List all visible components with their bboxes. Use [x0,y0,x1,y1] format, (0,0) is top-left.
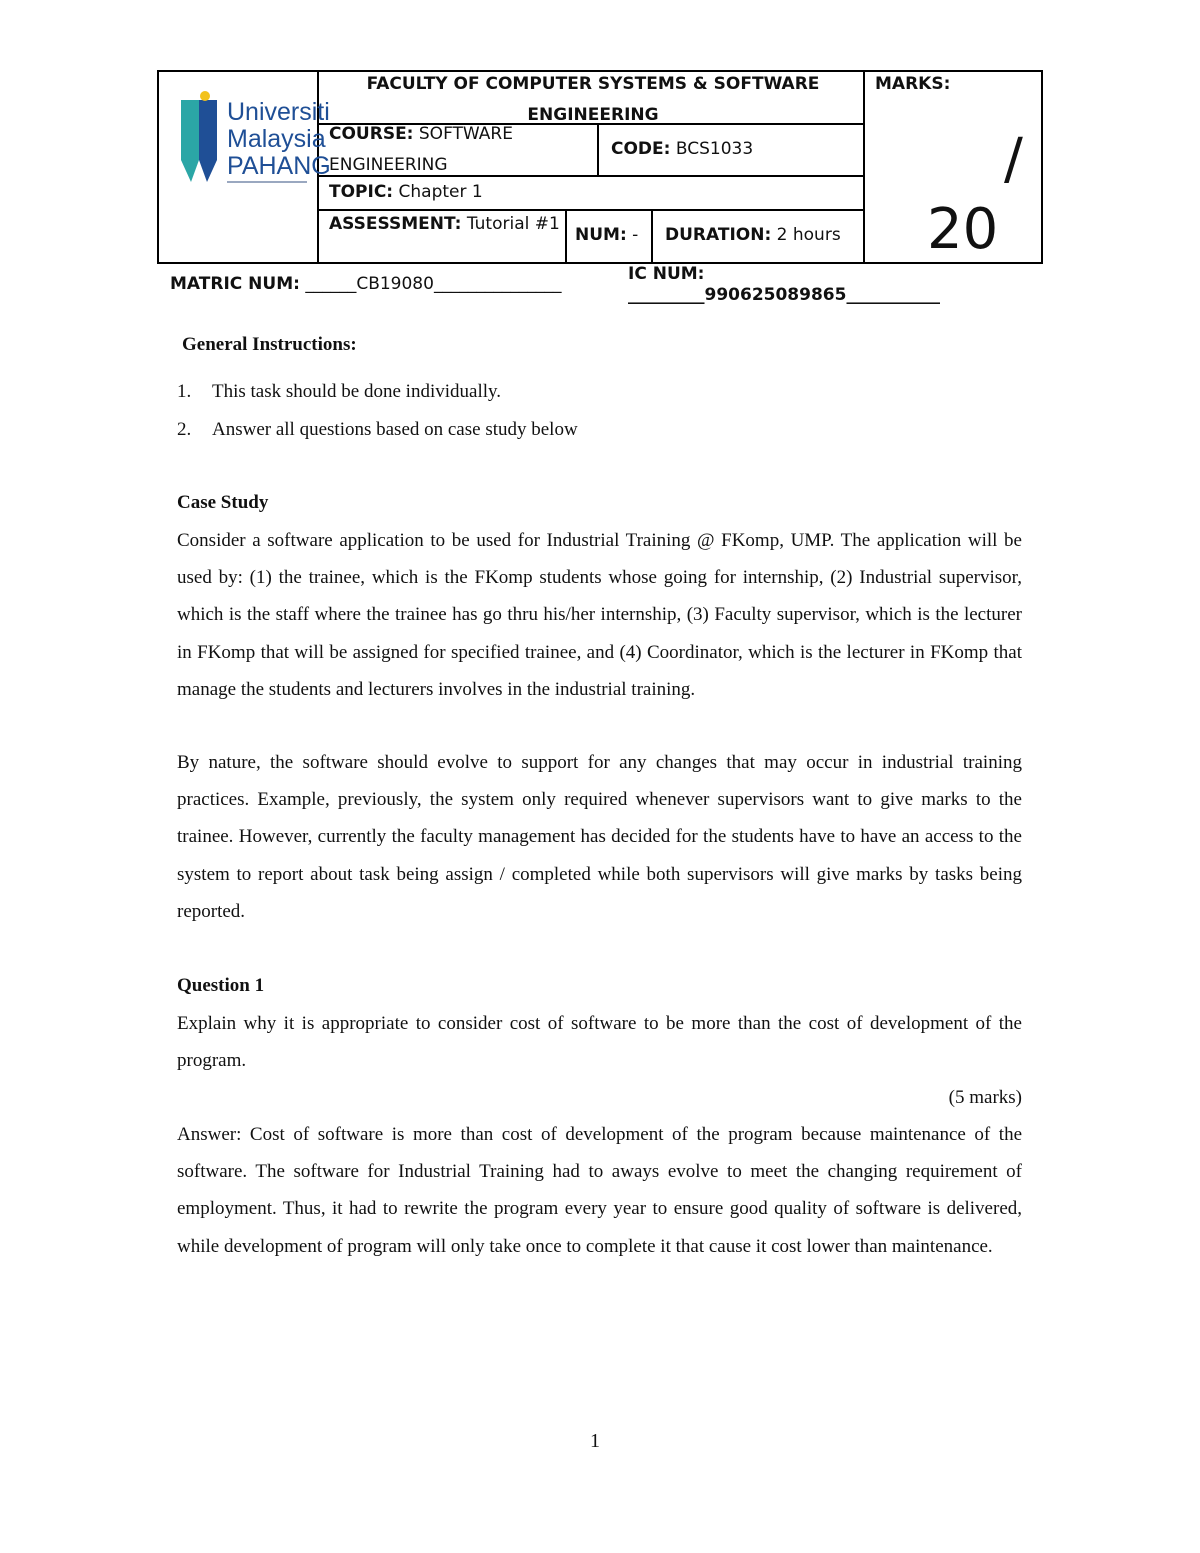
matric-number: MATRIC NUM: ______CB19080_______________ [170,274,562,294]
assessment-value: Tutorial #1 [466,214,560,234]
marks-total: 20 [927,197,999,262]
marks-slash: / [1004,127,1023,192]
logo-line2: Malaysia [227,125,326,153]
num-value: - [632,225,639,245]
faculty-title: FACULTY OF COMPUTER SYSTEMS & SOFTWARE ENGINEERING [366,74,820,125]
marks-label: MARKS: [875,74,951,94]
header-table [157,70,1043,264]
code-value: BCS1033 [675,139,754,159]
duration-value: 2 hours [776,225,841,245]
case-study-paragraph-2: By nature, the software should evolve to support for any changes that may occur in industrial training practices. Example, previously, the system only required whenever supervisors want to give marks to the trainee. However, currently the faculty management has decided for the students have to have an access to the system to report about task being assign / completed while both supervisors will give marks by tasks being reported. [177,752,1022,922]
matric-value: ______CB19080_______________ [305,274,562,294]
course-cell: COURSE: SOFTWARE ENGINEERING [329,124,513,175]
instruction-number: 1. [177,381,192,402]
num-cell: NUM: - [575,225,639,245]
instruction-number: 2. [177,419,192,440]
ic-label: IC NUM: [628,264,705,284]
course-value: SOFTWARE ENGINEERING [329,124,513,175]
case-study-paragraph-1: Consider a software application to be used for Industrial Training @ FKomp, UMP. The application will be used by: (1) the trainee, which is the FKomp students whose going for internship, (2) Industrial supervisor, which is the staff where the trainee has go thru his/her internship, (3) Faculty supervisor, which is the lecturer in FKomp that will be assigned for specified trainee, and (4) Coordinator, which is the lecturer in FKomp that manage the students and lecturers involves in the industrial training. [177,530,1022,700]
instructions-heading: General Instructions: [182,334,357,355]
code-cell: CODE: BCS1033 [611,139,754,159]
question-1-marks: (5 marks) [948,1087,1022,1108]
university-logo [177,90,331,190]
logo-line1: Universiti [227,98,330,126]
topic-value: Chapter 1 [398,182,483,202]
duration-cell: DURATION: 2 hours [665,225,841,245]
assessment-cell: ASSESSMENT: Tutorial #1 [329,214,560,234]
instruction-item: Answer all questions based on case study below [212,419,578,440]
page-number: 1 [590,1430,600,1452]
logo-line3: PAHANG [227,152,331,180]
ic-value: _________990625089865___________ [628,285,940,305]
instruction-item: This task should be done individually. [212,381,502,402]
question-1-heading: Question 1 [177,975,265,996]
topic-cell: TOPIC: Chapter 1 [329,182,483,202]
question-1-answer: Answer: Cost of software is more than cost of development of the program because maintenance of the software. The software for Industrial Training had to aways evolve to meet the changing requirement of employment. Thus, it had to rewrite the program every year to ensure good quality of software is delivered, while development of program will only take once to complete it that cause it cost lower than maintenance. [177,1124,1022,1257]
case-study-heading: Case Study [177,492,269,513]
question-1-text: Explain why it is appropriate to consider cost of software to be more than the cost of development of the program. [177,1013,1022,1072]
